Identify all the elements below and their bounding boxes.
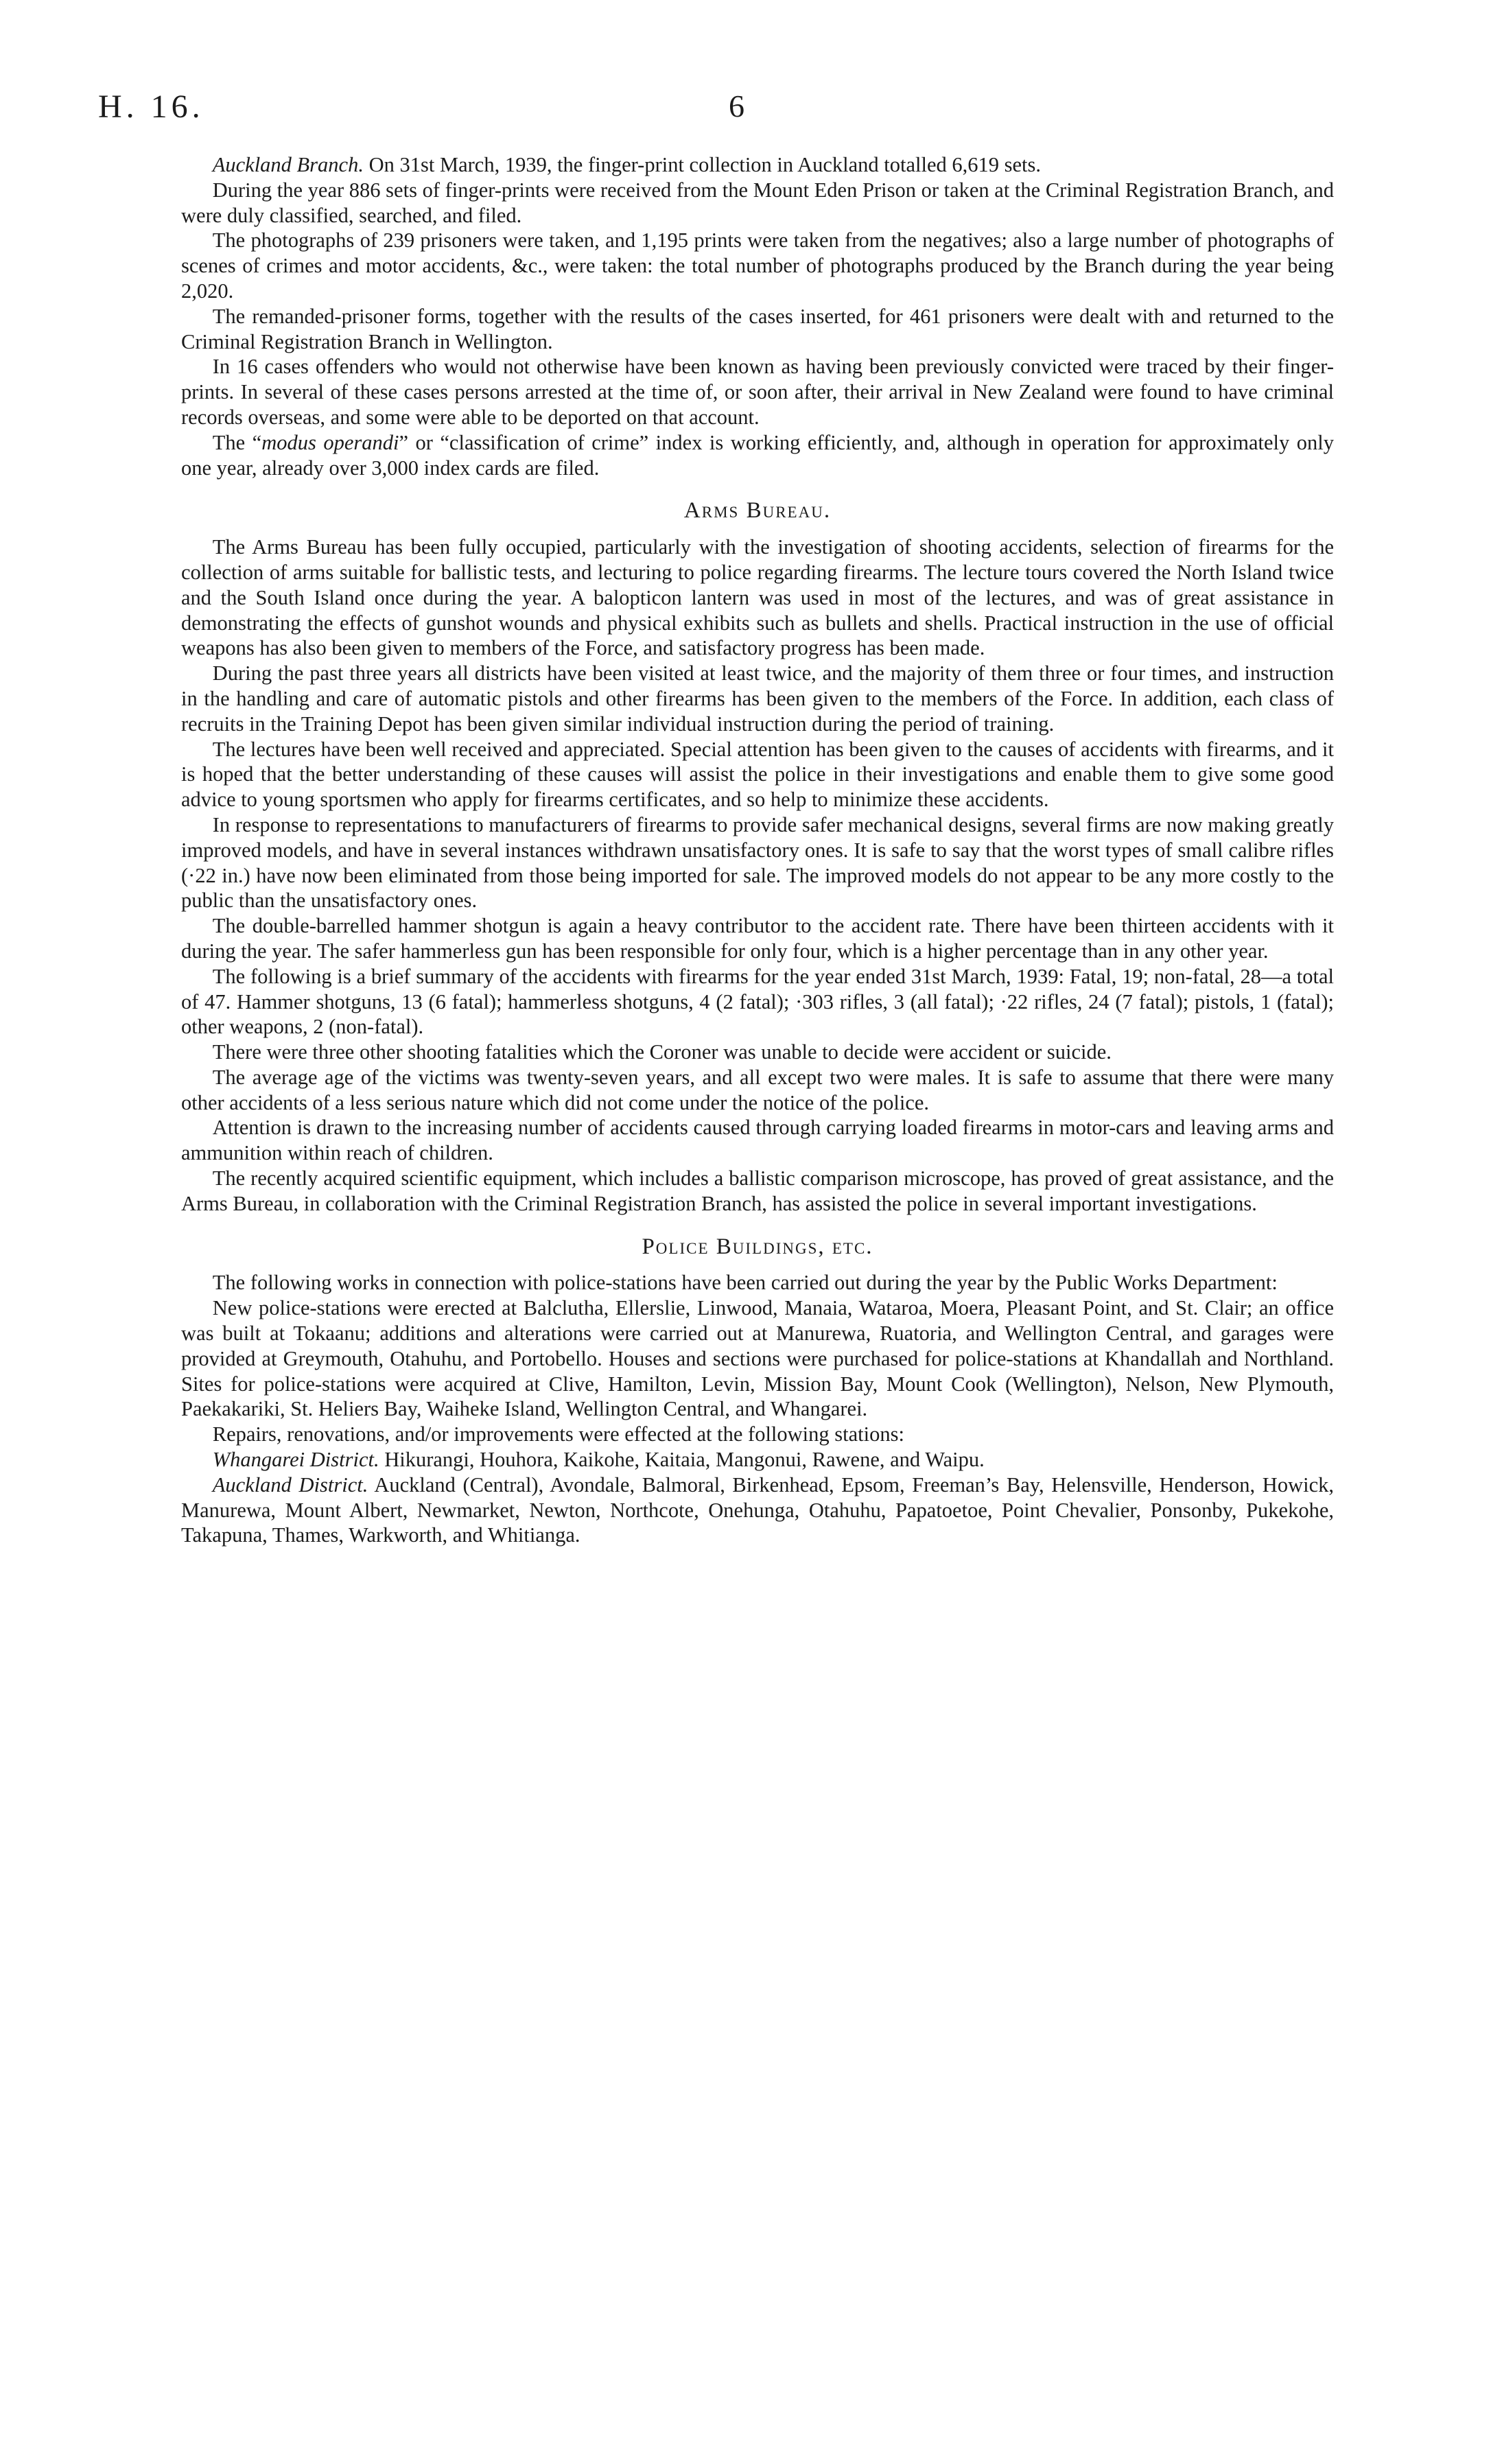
italic-term: modus operandi bbox=[261, 430, 399, 454]
paragraph-text: Hikurangi, Houhora, Kaikohe, Kaitaia, Mangonui, Rawene, and Waipu. bbox=[384, 1448, 985, 1472]
paragraph-text: The “ bbox=[212, 430, 262, 454]
paragraph: The average age of the victims was twenty-seven years, and all except two were males. It is safe to assume that there were many other accidents of a less serious nature which did not come under the notice of the police. bbox=[181, 1065, 1334, 1114]
district-label: Whangarei District. bbox=[212, 1448, 379, 1472]
paragraph: The Arms Bureau has been fully occupied, particularly with the investigation of shooting accidents, selection of firearms for the collection of arms suitable for ballistic tests, and lecturing to police regarding firearms. The lecture tours covered the North Island twice and the South Island once during the year. A balopticon lantern was used in most of the lectures, and was of great assistance in demonstrating the effects of gunshot wounds and physical exhibits such as bullets and shells. Practical instruction in the use of official weapons has also been given to members of the Force, and satisfactory progress has been made. bbox=[181, 535, 1334, 660]
paragraph: In response to representations to manufacturers of firearms to provide safer mechanical designs, several firms are now making greatly improved models, and have in several instances withdrawn unsatisfactory ones. It is safe to say that the worst types of small calibre rifles (·22 in.) have now been eliminated from those being imported for sale. The improved models do not appear to be any more costly to the public than the unsatisfactory ones. bbox=[181, 812, 1334, 913]
paragraph-text: ” or “classification of crime” index is working efficiently, and, although in operation for approximately only one year, already over 3,000 index cards are filed. bbox=[181, 430, 1334, 480]
paragraph-text: On 31st March, 1939, the finger-print collection in Auckland totalled 6,619 sets. bbox=[368, 153, 1042, 176]
document-reference: H. 16. bbox=[98, 89, 204, 125]
paragraph: During the year 886 sets of finger-prints were received from the Mount Eden Prison or taken at the Criminal Registration Branch, and were duly classified, searched, and filed. bbox=[181, 178, 1334, 227]
paragraph: The lectures have been well received and appreciated. Special attention has been given to the causes of accidents with firearms, and it is hoped that the better understanding of these causes will assist the police in their investigations and enable them to give some good advice to young sportsmen who apply for firearms certificates, and so help to minimize these accidents. bbox=[181, 737, 1334, 812]
paragraph: During the past three years all districts have been visited at least twice, and the majority of them three or four times, and instruction in the handling and care of automatic pistols and other firearms has been given to the members of the Force. In addition, each class of recruits in the Training Depot has been given similar individual instruction during the period of training. bbox=[181, 661, 1334, 736]
section-heading-police-buildings: Police Buildings, etc. bbox=[642, 1234, 873, 1259]
paragraph: New police-stations were erected at Balclutha, Ellerslie, Linwood, Manaia, Wataroa, Moera, Pleasant Point, and St. Clair; an office was built at Tokaanu; additions and alterations were carried out at Manurewa, Ruatoria, and Wellington Central, and garages were provided at Greymouth, Otahuhu, and Portobello. Houses and sections were purchased for police-stations at Khandallah and Northland. Sites for police-stations were acquired at Clive, Hamilton, Levin, Mission Bay, Mount Cook (Wellington), Nelson, New Plymouth, Paekakariki, St. Heliers Bay, Waiheke Island, Wellington Central, and Whangarei. bbox=[181, 1296, 1334, 1421]
section-lead: Auckland Branch. bbox=[212, 153, 364, 176]
document-body bbox=[181, 152, 1334, 1548]
paragraph: The recently acquired scientific equipment, which includes a ballistic comparison microscope, has proved of great assistance, and the Arms Bureau, in collaboration with the Criminal Registration Branch, has assisted the police in several important investigations. bbox=[181, 1166, 1334, 1215]
paragraph bbox=[181, 430, 1334, 481]
paragraph: Attention is drawn to the increasing number of accidents caused through carrying loaded firearms in motor-cars and leaving arms and ammunition within reach of children. bbox=[181, 1116, 1334, 1165]
paragraph: The following is a brief summary of the accidents with firearms for the year ended 31st March, 1939: Fatal, 19; non-fatal, 28—a total of 47. Hammer shotguns, 13 (6 fatal); hammerless shotguns, 4 (2 fatal); ·303 rifles, 3 (all fatal); ·22 rifles, 24 (7 fatal); pistols, 1 (fatal); other weapons, 2 (non-fatal). bbox=[181, 964, 1334, 1039]
paragraph bbox=[181, 1472, 1334, 1548]
paragraph-text: Auckland (Central), Avondale, Balmoral, Birkenhead, Epsom, Freeman’s Bay, Helensville, Henderson, Howick, Manurewa, Mount Albert, Newmarket, Newton, Northcote, Onehunga, Otahuhu, Papatoetoe, Point Chevalier, Ponsonby, Pukekohe, Takapuna, Thames, Warkworth, and Whitianga. bbox=[181, 1472, 1334, 1547]
paragraph: The following works in connection with police-stations have been carried out during the year by the Public Works Department: bbox=[212, 1271, 1278, 1295]
paragraph: In 16 cases offenders who would not otherwise have been known as having been previously convicted were traced by their finger-prints. In several of these cases persons arrested at the time of, or soon after, their arrival in New Zealand were found to have criminal records overseas, and some were able to be deported on that account. bbox=[181, 355, 1334, 429]
paragraph bbox=[181, 1447, 1334, 1472]
paragraph: The photographs of 239 prisoners were taken, and 1,195 prints were taken from the negatives; also a large number of photographs of scenes of crimes and motor accidents, &c., were taken: the total number of photographs produced by the Branch during the year being 2,020. bbox=[181, 228, 1334, 303]
paragraph: There were three other shooting fatalities which the Coroner was unable to decide were accident or suicide. bbox=[212, 1040, 1112, 1064]
paragraph: Repairs, renovations, and/or improvements were effected at the following stations: bbox=[212, 1422, 904, 1446]
paragraph: The double-barrelled hammer shotgun is again a heavy contributor to the accident rate. There have been thirteen accidents with it during the year. The safer hammerless gun has been responsible for only four, which is a higher percentage than in any other year. bbox=[181, 914, 1334, 963]
paragraph bbox=[181, 152, 1334, 178]
paragraph: The remanded-prisoner forms, together with the results of the cases inserted, for 461 prisoners were dealt with and returned to the Criminal Registration Branch in Wellington. bbox=[181, 304, 1334, 353]
page-number: 6 bbox=[729, 89, 744, 124]
district-label: Auckland District. bbox=[212, 1472, 368, 1497]
section-heading-arms-bureau: Arms Bureau. bbox=[683, 498, 832, 524]
